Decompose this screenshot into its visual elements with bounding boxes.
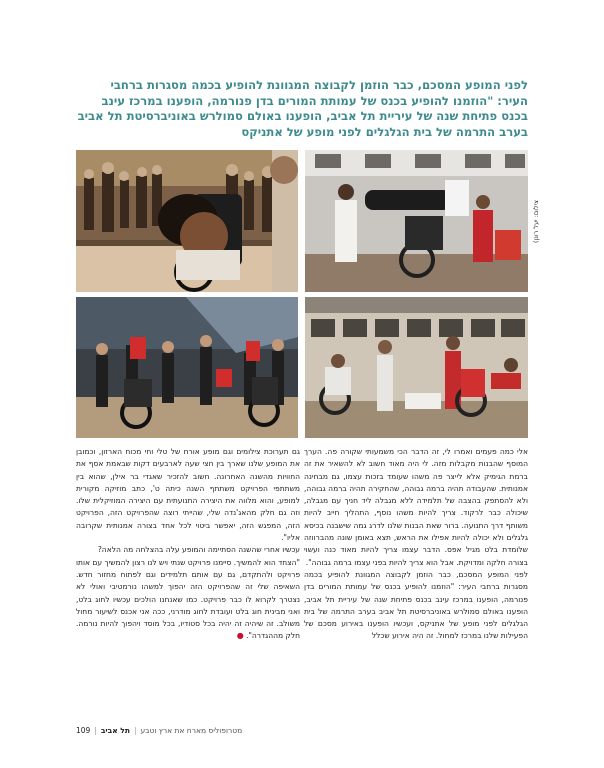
article-column-right — [304, 446, 528, 643]
paragraph: גם תערוכת צילומים וגם מופע אורח של טלי וחי מכוח הארזון, וכמובן את המופע שלנו שארך בין חצי שעה לארבעים דקות שבאמת אסף את החוויות מהשנה האחרונה. חשוב להזכיר שאגדי בר אילן, שהוא בין משתתפי הפרויקט משתתף השנה כיתה ט', כתב מוזיקה מקורית למופע, והוא מלווה את היצירה התנועתית עם היצירה המוזיקלית שלו. וזה גם חלק מהאג'נדה שלי, שהייתי רוצה שהפרויקט הזה, הפרויקט הזה, המפגש הזה, יאפשר ביטוי לכל אחד בצורה אמנותית שקרובה אליו". — [76, 447, 300, 543]
article-headline: לפני המופע המסכם, כבר הוזמן לקבוצה המגוונת להופיע בכמה מסגרות ברחבי העיר: "הוזמנו להופיע בכנס של עמותת המורים בדן פנורמה, הופענו במרכז עינב בכנס פתיחת שנה של עיריית תל אביב, הופענו באולם סמולרש באוניברסיטת תל אביב בערב התרמה של בית הגלגלים לפני מופע של אתניקס — [77, 78, 528, 139]
paragraph: עכשיו אחרי שהשנה הסתיימה והמופע עלה בהצלחה מה הלאה? — [97, 545, 300, 555]
article-column-left — [76, 446, 300, 643]
paragraph-text: "הצחד הוא להמשיך. סיימנו פרויקט שנתי ויש לנו רצון להמשיך עם אותו פרויקט ולהתקדם, גם עם אותם תלמידים וגם לפתוח מחזור חדש. השאיפה שלי זה שהפרויקט הזה יהפוך למשהו נורמטיבי ואולי לא נצטרך לקרוא לו כבר פרויקט. כמו שאנחנו הולכים עכשיו לחוג בלט, ואני מבינית חוג בלט ועובדת לחוג מודרני, ככה אני אכנס לשיעור מחול משולב. זה שיהיה זה יהיה בכל סטודיו, בכל מוסד ויהפוך להיות נורמה. חלק מההגדרה". — [76, 557, 300, 641]
photo-lobby-group — [76, 297, 298, 438]
photo-grid — [76, 150, 528, 438]
footer-section: תל אביב — [100, 725, 130, 735]
photo-wheelchair-hug — [76, 150, 298, 292]
page-number: 109 — [76, 725, 91, 735]
photo-credit: צילום: יעל רונן) — [532, 200, 540, 243]
paragraph — [76, 557, 300, 643]
footer-separator: | — [133, 725, 137, 735]
paragraph: לפני המופע המסכם, כבר הוזמן לקבוצה המגוונת להופיע בכמה מסגרות ברחבי העיר: "הוזמנו להופיע בכנס של עמותת המורים בדן פנורמה, הופענו במרכז עינב בכנס פתיחת שנה של עיריית תל אביב, הופענו באולם סמולרש באוניברסיטת תל אביב בערב התרמה של בית הגלגלים לפני מופע של אתניקס, ועכשיו הופענו באירוע מסכם של הפעילות שלנו במרכז למחול. זה היה אירוע שכלל — [304, 569, 528, 641]
footer-separator: | — [94, 725, 97, 735]
paragraph: אלי כמה פעמים ואמרו לי, זה הדבר הכי משמעותי שקורה פה. הערך המוסף שהבנות מקבלות מזה. לי היה מאוד חשוב לא להשאיר את זה ברמת הגימיק אלא לייצר פה משהו שעומד בזכות עצמו, גם מבחינה אמנותית. שהעבודה תהיה ברמה גבוהה, שהחקירה תהיה ברמה גבוהה, ולא להסתפק בהצבה של תלמידה ללא מגבלה ליד חניך עם מגבלה, שיכולה כבר לרקוד. צריך להיות משהו נוסף, התהליך חייב להיות משותף דרך התנועה. ברור שאת הבנות שלנו לדרג גמה שישבנה בכיסא גלגלים ולא יכולה להיות אפילו את הראש, תצא באומן שונה מהברווזה שלומדת בלט מגיל אפס. הדבר עצמו צריך להיות מאוד כנה ועשוי בצורה חלקה ומדויקת. אבל הוא צריך להיות בפני עצמו ברמה גבוהה". — [304, 447, 528, 567]
photo-studio-lift — [305, 150, 528, 292]
end-of-article-bullet-icon: ● — [236, 631, 244, 641]
photo-gallery-performance — [305, 297, 528, 438]
page-footer — [76, 722, 528, 738]
footer-tagline: מטרופוליס מארח את ארץ וטבע — [140, 725, 243, 735]
